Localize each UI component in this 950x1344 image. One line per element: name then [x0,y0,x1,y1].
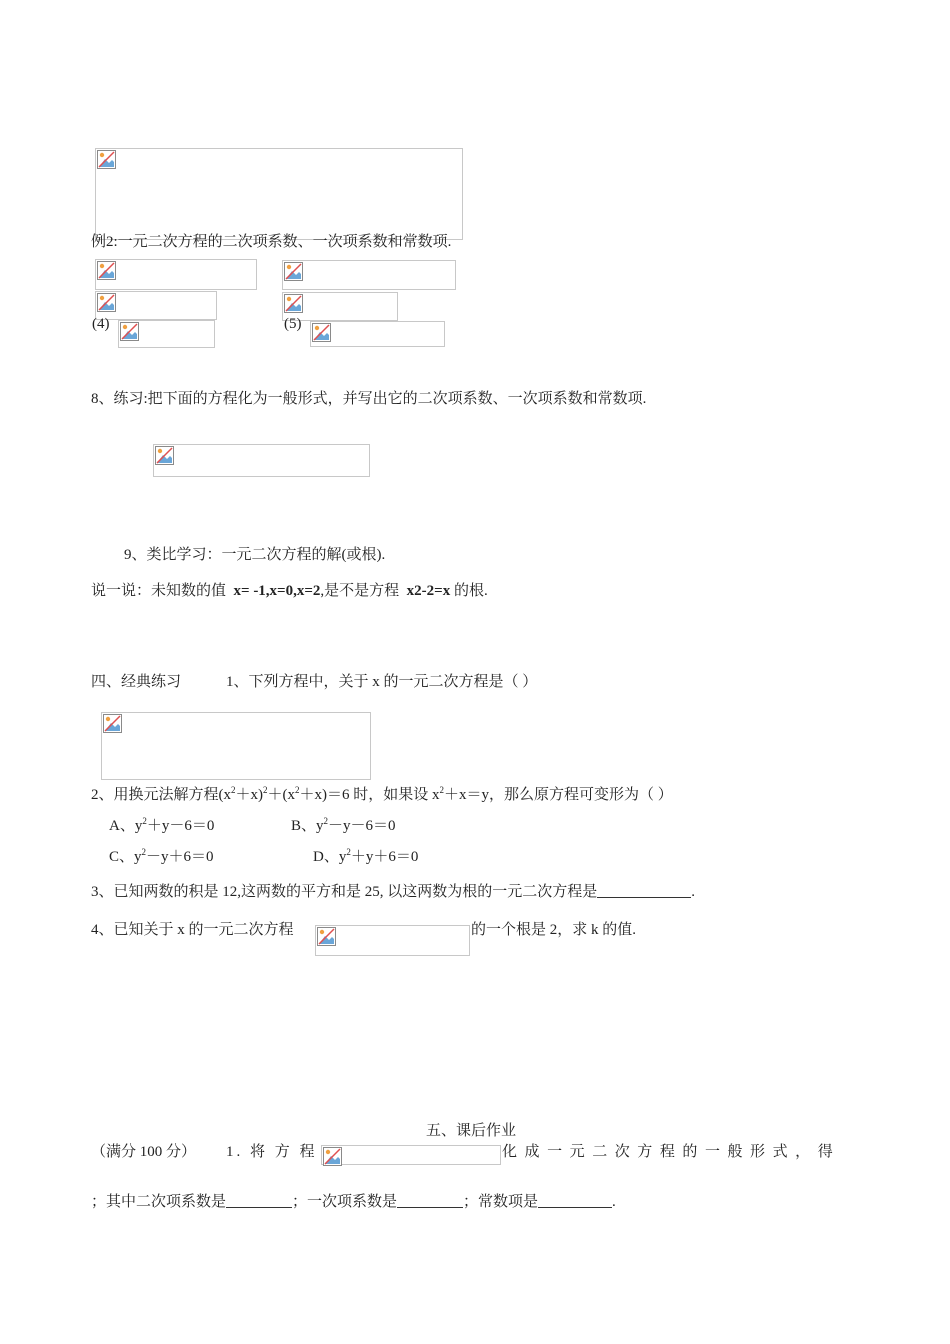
superscript: 2 [231,785,236,795]
equation-image [282,260,456,290]
superscript: 2 [141,847,147,857]
option-b [291,816,396,836]
q2-part: ＋x)＝6 时，如果设 x [299,787,440,803]
example-2-text: 例2:一元二次方程的二次项系数、一次项系数和常数项. [91,234,452,250]
question-2-text [91,785,673,805]
superscript: 2 [439,785,444,795]
say-prefix: 说一说：未知数的值 [91,583,227,599]
broken-image-icon [155,446,174,465]
section-4-title: 四、经典练习 [91,674,182,690]
question-1-text: 1、下列方程中，关于 x 的一元二次方程是（ ） [226,674,538,690]
equation-image [321,1145,501,1165]
equation-image [118,320,215,348]
option-d [313,847,418,867]
homework-q1-line2 [91,1192,616,1212]
line-end: . [612,1194,616,1210]
q2-part: ＋(x [267,787,295,803]
say-equation: x2-2=x [406,583,451,599]
q2-part: 2、用换元法解方程(x [91,787,231,803]
question-4-pre: 4、已知关于 x 的一元二次方程 [91,922,294,938]
say-mid: ,是不是方程 [320,583,400,599]
broken-image-icon [284,294,303,313]
coef-label: ；常数项是 [463,1194,539,1210]
superscript: 2 [346,847,351,857]
say-paragraph [91,581,488,601]
practice-8-text: 8、练习:把下面的方程化为一般形式，并写出它的二次项系数、一次项系数和常数项. [91,391,647,407]
option-label: D、y [313,849,347,865]
say-values: x= -1,x=0,x=2 [233,583,321,599]
option-body: －y＋6＝0 [146,849,214,865]
superscript: 2 [295,785,300,795]
option-label: C、y [109,849,142,865]
superscript: 2 [323,816,329,826]
analogy-9-text: 9、类比学习：一元二次方程的解(或根). [124,547,386,563]
option-a [109,816,214,836]
superscript: 2 [142,816,147,826]
broken-image-icon [312,323,331,342]
broken-image-icon [120,322,139,341]
option-label: B、y [291,818,324,834]
answer-blank[interactable] [226,1193,292,1208]
question-3-text [91,882,695,902]
equation-image [315,925,470,956]
say-suffix: 的根. [453,583,488,599]
equation-image [95,259,257,290]
q3-body: 3、已知两数的积是 12,这两数的平方和是 25, 以这两数为根的一元二次方程是 [91,884,598,900]
equation-image [95,148,463,240]
option-body: ＋y＋6＝0 [350,849,419,865]
score-text: （满分 100 分） [91,1144,197,1160]
q3-end: . [691,884,696,900]
broken-image-icon [323,1147,342,1166]
broken-image-icon [97,261,116,280]
answer-blank[interactable] [538,1193,612,1208]
coef-label: ；其中二次项系数是 [91,1194,227,1210]
answer-blank[interactable] [597,883,691,898]
broken-image-icon [103,714,122,733]
item-5-label: (5) [284,316,302,332]
homework-q1-pre: 1. 将 方 程 [226,1144,318,1160]
option-c [109,847,214,867]
coef-label: ；一次项系数是 [292,1194,398,1210]
broken-image-icon [97,293,116,312]
broken-image-icon [284,262,303,281]
equation-image [95,291,217,320]
answer-blank[interactable] [397,1193,463,1208]
superscript: 2 [263,785,268,795]
equation-image [153,444,370,477]
option-body: －y－6＝0 [328,818,396,834]
option-body: ＋y－6＝0 [146,818,215,834]
broken-image-icon [317,927,336,946]
question-4-post: 的一个根是 2，求 k 的值. [471,922,637,938]
q2-part: ＋x＝y，那么原方程可变形为（ ） [444,787,673,803]
equation-image [310,321,445,347]
option-label: A、y [109,818,143,834]
q2-part: ＋x) [235,787,263,803]
item-4-label: (4) [92,316,110,332]
homework-q1-post: 化 成 一 元 二 次 方 程 的 一 般 形 式 ， 得 [502,1144,835,1160]
equation-image [101,712,371,780]
section-5-title: 五、课后作业 [426,1123,517,1139]
broken-image-icon [97,150,116,169]
